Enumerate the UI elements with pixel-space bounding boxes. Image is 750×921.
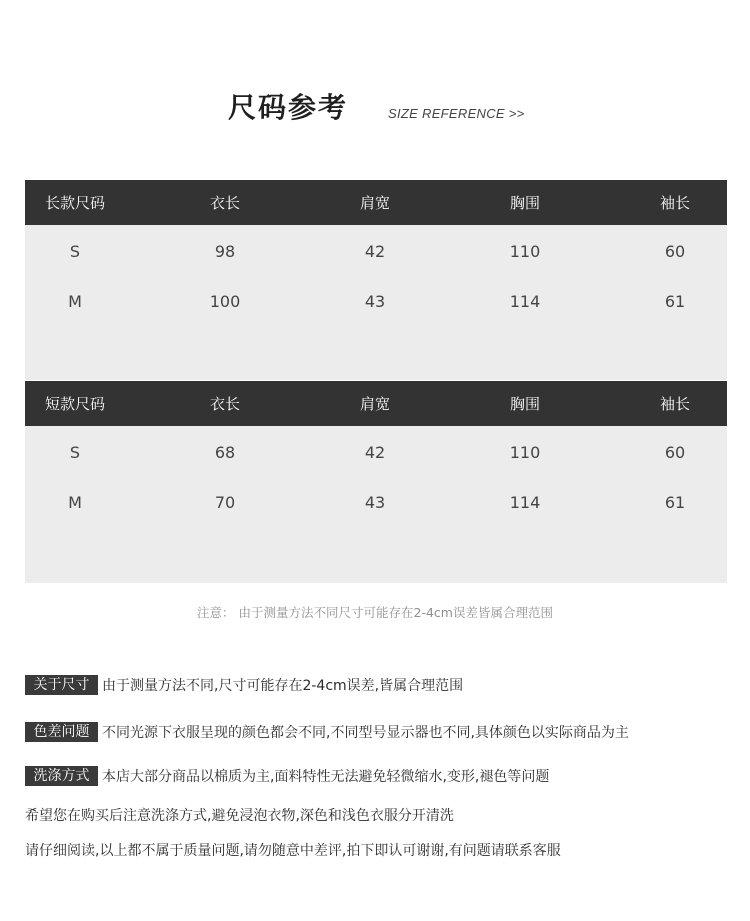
cell-sleeve: 60 <box>664 241 686 261</box>
info-text: 由于测量方法不同,尺寸可能存在2-4cm误差,皆属合理范围 <box>102 678 464 694</box>
table-body <box>25 426 727 583</box>
table-header <box>25 381 727 426</box>
header-size: 长款尺码 <box>44 194 105 212</box>
info-row-color <box>25 722 629 742</box>
cell-chest: 110 <box>509 442 541 462</box>
header-chest: 胸围 <box>509 194 540 212</box>
cell-size: M <box>68 291 82 311</box>
table-body <box>25 225 727 380</box>
header-size: 短款尺码 <box>44 395 105 413</box>
cell-size: M <box>68 492 82 512</box>
cell-length: 68 <box>214 442 236 462</box>
cell-shoulder: 43 <box>364 492 386 512</box>
cell-shoulder: 43 <box>364 291 386 311</box>
cell-chest: 110 <box>509 241 541 261</box>
table-header <box>25 180 727 225</box>
footer-line: 希望您在购买后注意洗涤方式,避免浸泡衣物,深色和浅色衣服分开清洗 <box>25 808 454 824</box>
measurement-note: 注意： 由于测量方法不同尺寸可能存在2-4cm误差皆属合理范围 <box>197 605 553 620</box>
table-row <box>25 477 727 527</box>
header-shoulder: 肩宽 <box>359 194 390 212</box>
info-row-washing <box>25 766 549 786</box>
cell-sleeve: 60 <box>664 442 686 462</box>
header-length: 衣长 <box>209 194 240 212</box>
cell-sleeve: 61 <box>664 492 686 512</box>
cell-size: S <box>69 442 81 462</box>
header-shoulder: 肩宽 <box>359 395 390 413</box>
cell-chest: 114 <box>509 492 541 512</box>
cell-sleeve: 61 <box>664 291 686 311</box>
table-row <box>25 427 727 477</box>
header-chest: 胸围 <box>509 395 540 413</box>
long-size-table <box>25 180 727 380</box>
header-length: 衣长 <box>209 395 240 413</box>
table-row <box>25 276 727 326</box>
header-sleeve: 袖长 <box>659 395 690 413</box>
cell-shoulder: 42 <box>364 442 386 462</box>
header-sleeve: 袖长 <box>659 194 690 212</box>
info-text: 不同光源下衣服呈现的颜色都会不同,不同型号显示器也不同,具体颜色以实际商品为主 <box>102 725 629 741</box>
info-row-size <box>25 675 463 695</box>
page-title: 尺码参考 <box>228 91 349 124</box>
info-text: 本店大部分商品以棉质为主,面料特性无法避免轻微缩水,变形,褪色等问题 <box>102 769 550 785</box>
cell-length: 70 <box>214 492 236 512</box>
table-row <box>25 226 727 276</box>
footer-line: 请仔细阅读,以上都不属于质量问题,请勿随意中差评,拍下即认可谢谢,有问题请联系客服 <box>25 843 561 859</box>
cell-size: S <box>69 241 81 261</box>
info-tag: 色差问题 <box>25 722 98 742</box>
info-tag: 洗涤方式 <box>25 766 98 786</box>
page-header <box>0 86 750 126</box>
info-tag: 关于尺寸 <box>25 675 98 695</box>
cell-length: 98 <box>214 241 236 261</box>
cell-chest: 114 <box>509 291 541 311</box>
short-size-table <box>25 381 727 583</box>
cell-shoulder: 42 <box>364 241 386 261</box>
page-subtitle: SIZE REFERENCE >> <box>388 106 525 121</box>
cell-length: 100 <box>209 291 241 311</box>
